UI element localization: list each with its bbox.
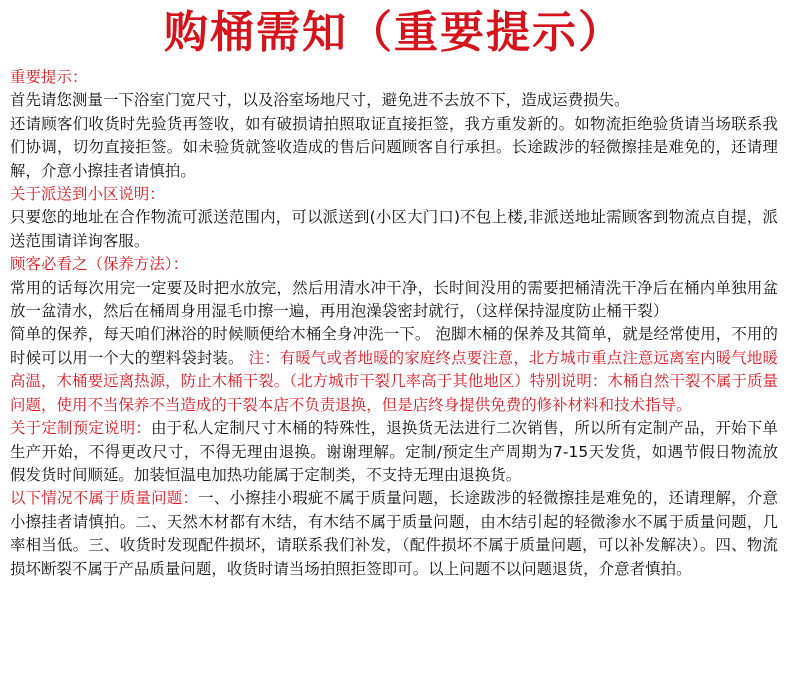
non-quality-text: 一、小擦挂小瑕疵不属于质量问题，长途跋涉的轻微擦挂是难免的，还请理解，介意小擦挂者请慎拍。二、天然木材都有木结，有木结不属于质量问题，由木结引起的轻微渗水不属于质量问题，几率相当低。三、收货时发现配件损坏，请联系我们补发，（配件损坏不属于质量问题，可以补发解决）。四、物流损坏断裂不属于产品质量问题，收货时请当场拍照拒签即可。以上问题不以问题退货，介意者慎拍。 bbox=[10, 489, 779, 578]
care-simple-text: 简单的保养，每天咱们淋浴的时候顺便给木桶全身冲洗一下。 泡脚木桶的保养及其简单，就是经常使用，不用的时候可以用一个大的塑料袋封装。 bbox=[10, 325, 778, 367]
important-paragraph-measure: 首先请您测量一下浴室门宽尺寸，以及浴室场地尺寸，避免进不去放不下，造成运费损失。 bbox=[10, 91, 630, 110]
section-heading-delivery: 关于派送到小区说明： bbox=[10, 185, 165, 204]
section-heading-non-quality: 以下情况不属于质量问题： bbox=[10, 489, 199, 508]
custom-order-paragraph bbox=[10, 417, 778, 487]
non-quality-paragraph bbox=[10, 487, 778, 581]
section-heading-custom: 关于定制预定说明： bbox=[10, 419, 152, 438]
important-paragraph-inspection: 还请顾客们收货时先验货再签收，如有破损请拍照取证直接拒签，我方重发新的。如物流拒绝验货请当场联系我们协调，切勿直接拒签。如未验货就签收造成的售后问题顾客自行承担。长途跋涉的轻微擦挂是难免的，还请理解，介意小擦挂者请慎拍。 bbox=[10, 114, 778, 180]
section-heading-important: 重要提示： bbox=[10, 68, 88, 86]
custom-order-text: 由于私人定制尺寸木桶的特殊性，退换货无法进行二次销售，所以所有定制产品，开始下单生产开始，不得更改尺寸，不得无理由退换。谢谢理解。定制/预定生产周期为7-15天发货，如遇节假日物流放假发货时间顺延。加装恒温电加热功能属于定制类，不支持无理由退换货。 bbox=[10, 419, 778, 484]
notice-body bbox=[10, 66, 778, 581]
section-heading-care: 顾客必看之（保养方法）： bbox=[10, 255, 189, 274]
care-warning-note: 注：有暖气或者地暖的家庭终点要注意，北方城市重点注意远离室内暖气地暖高温，木桶要远离热源，防止木桶干裂。（北方城市干裂几率高于其他地区）特别说明：木桶自然干裂不属于质量问题，使用不当保养不当造成的干裂本店不负责退换，但是店终身提供免费的修补材料和技术指导。 bbox=[10, 348, 778, 414]
delivery-paragraph: 只要您的地址在合作物流可派送范围内，可以派送到(小区大门口)不包上楼,非派送地址需顾客到物流点自提，派送范围请详询客服。 bbox=[10, 208, 778, 250]
page-title: 购桶需知（重要提示） bbox=[164, 7, 624, 58]
care-paragraph-routine: 常用的话每次用完一定要及时把水放完，然后用清水冲干净，长时间没用的需要把桶清洗干净后在桶内单独用盆放一盆清水，然后在桶周身用湿毛巾擦一遍，再用泡澡袋密封就行，（这样保持湿度防止桶干裂） bbox=[10, 278, 778, 321]
care-paragraph-simple bbox=[10, 323, 778, 417]
